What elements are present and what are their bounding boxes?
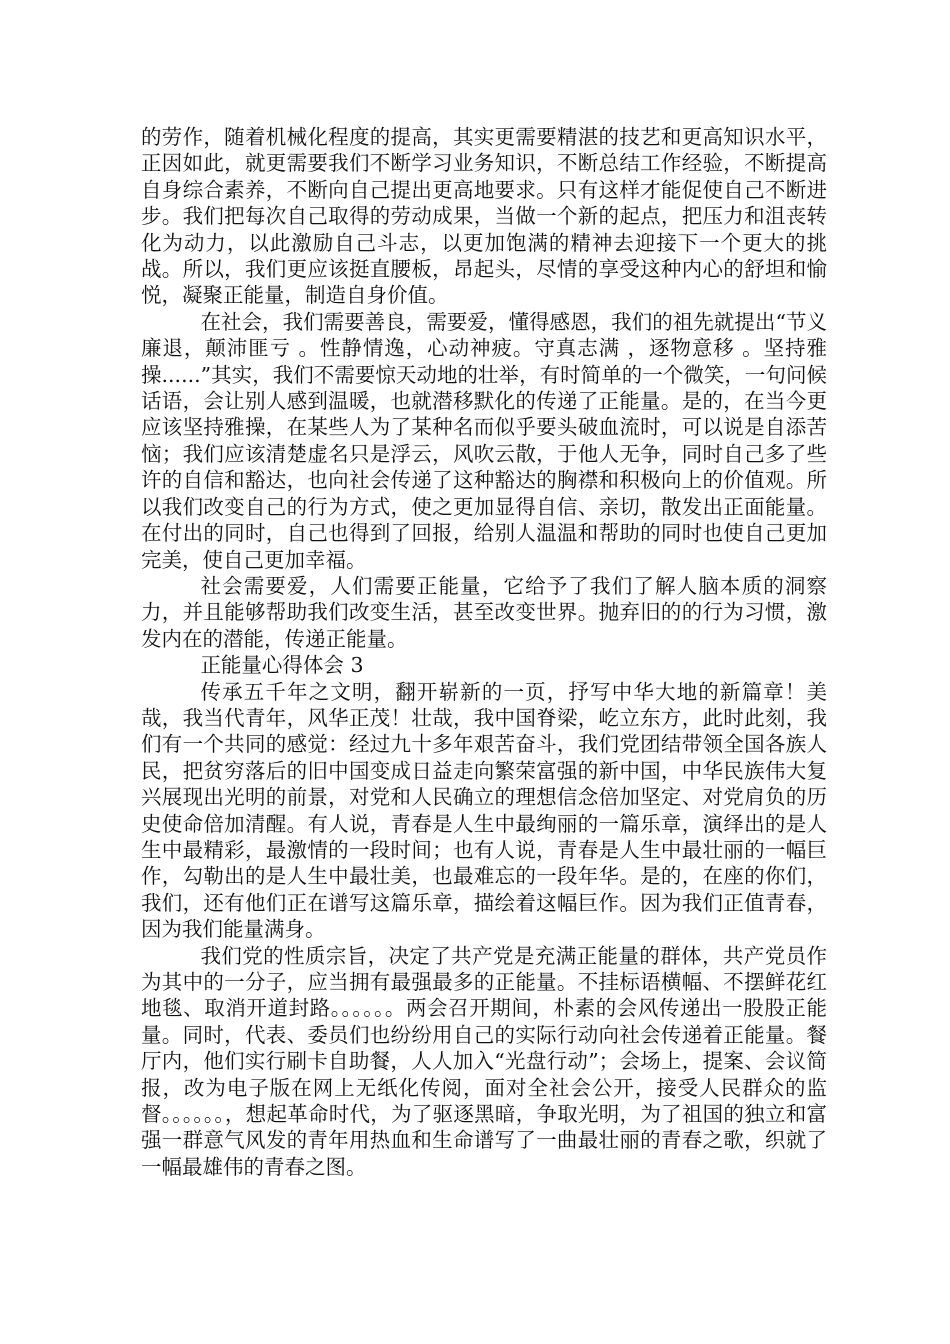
paragraph-youth: 传承五千年之文明，翻开崭新的一页，抒写中华大地的新篇章！美哉，我当代青年，风华正茂！壮哉，我中国脊梁，屹立东方，此时此刻，我们有一个共同的感觉：经过九十多年艰苦奋斗，我们党团结带领全国各族人民，把贫穷落后的旧中国变成日益走向繁荣富强的新中国，中华民族伟大复兴展现出光明的前景，对党和人民确立的理想信念倍加坚定、对党肩负的历史使命倍加清醒。有人说，青春是人生中最绚丽的一篇乐章，演绎出的是人生中最精彩，最激情的一段时间；也有人说，青春是人生中最壮丽的一幅巨作，勾勒出的是人生中最壮美，也最难忘的一段年华。是的，在座的你们，我们，还有他们正在谱写这篇乐章，描绘着这幅巨作。因为我们正值青春，因为我们能量满身。 [141, 679, 827, 942]
paragraph-society-love: 社会需要爱，人们需要正能量，它给予了我们了解人脑本质的洞察力，并且能够帮助我们改变生活，甚至改变世界。抛弃旧的的行为习惯，激发内在的潜能，传递正能量。 [141, 573, 827, 651]
document-page [141, 124, 827, 1180]
paragraph-continuation: 的劳作，随着机械化程度的提高，其实更需要精湛的技艺和更高知识水平，正因如此，就更需要我们不断学习业务知识，不断总结工作经验，不断提高自身综合素养，不断向自己提出更高地要求。只有这样才能促使自己不断进步。我们把每次自己取得的劳动成果，当做一个新的起点，把压力和沮丧转化为动力，以此激励自己斗志，以更加饱满的精神去迎接下一个更大的挑战。所以，我们更应该挺直腰板，昂起头，尽情的享受这种内心的舒坦和愉悦，凝聚正能量，制造自身价值。 [141, 125, 827, 308]
paragraph-society-kindness: 在社会，我们需要善良，需要爱，懂得感恩，我们的祖先就提出“节义廉退，颠沛匪亏 。性静情逸，心动神疲。守真志满 ，逐物意移 。坚持雅操......”其实，我们不需要惊天动地的壮举，有时简单的一个微笑，一句问候话语，会让别人感到温暖，也就潜移默化的传递了正能量。是的，在当今更应该坚持雅操，在某些人为了某种名而似乎要头破血流时，可以说是自添苦恼；我们应该清楚虚名只是浮云，风吹云散，于他人无争，同时自己多了些许的自信和豁达，也向社会传递了这种豁达的胸襟和积极向上的价值观。所以我们改变自己的行为方式，使之更加显得自信、亲切，散发出正面能量。在付出的同时，自己也得到了回报，给别人温温和帮助的同时也使自己更加完美，使自己更加幸福。 [141, 309, 827, 572]
paragraph-party: 我们党的性质宗旨，决定了共产党是充满正能量的群体，共产党员作为其中的一分子，应当拥有最强最多的正能量。不挂标语横幅、不摆鲜花红地毯、取消开道封路。。。。。。两会召开期间，朴素的会风传递出一股股正能量。同时，代表、委员们也纷纷用自己的实际行动向社会传递着正能量。餐厅内，他们实行刷卡自助餐，人人加入“光盘行动”；会场上，提案、会议简报，改为电子版在网上无纸化传阅，面对全社会公开，接受人民群众的监督。。。。。。，想起革命时代，为了驱逐黑暗，争取光明，为了祖国的独立和富强一群意气风发的青年用热血和生命谱写了一曲最壮丽的青春之歌，织就了一幅最雄伟的青春之图。 [141, 943, 827, 1179]
section-heading: 正能量心得体会 3 [200, 653, 364, 678]
